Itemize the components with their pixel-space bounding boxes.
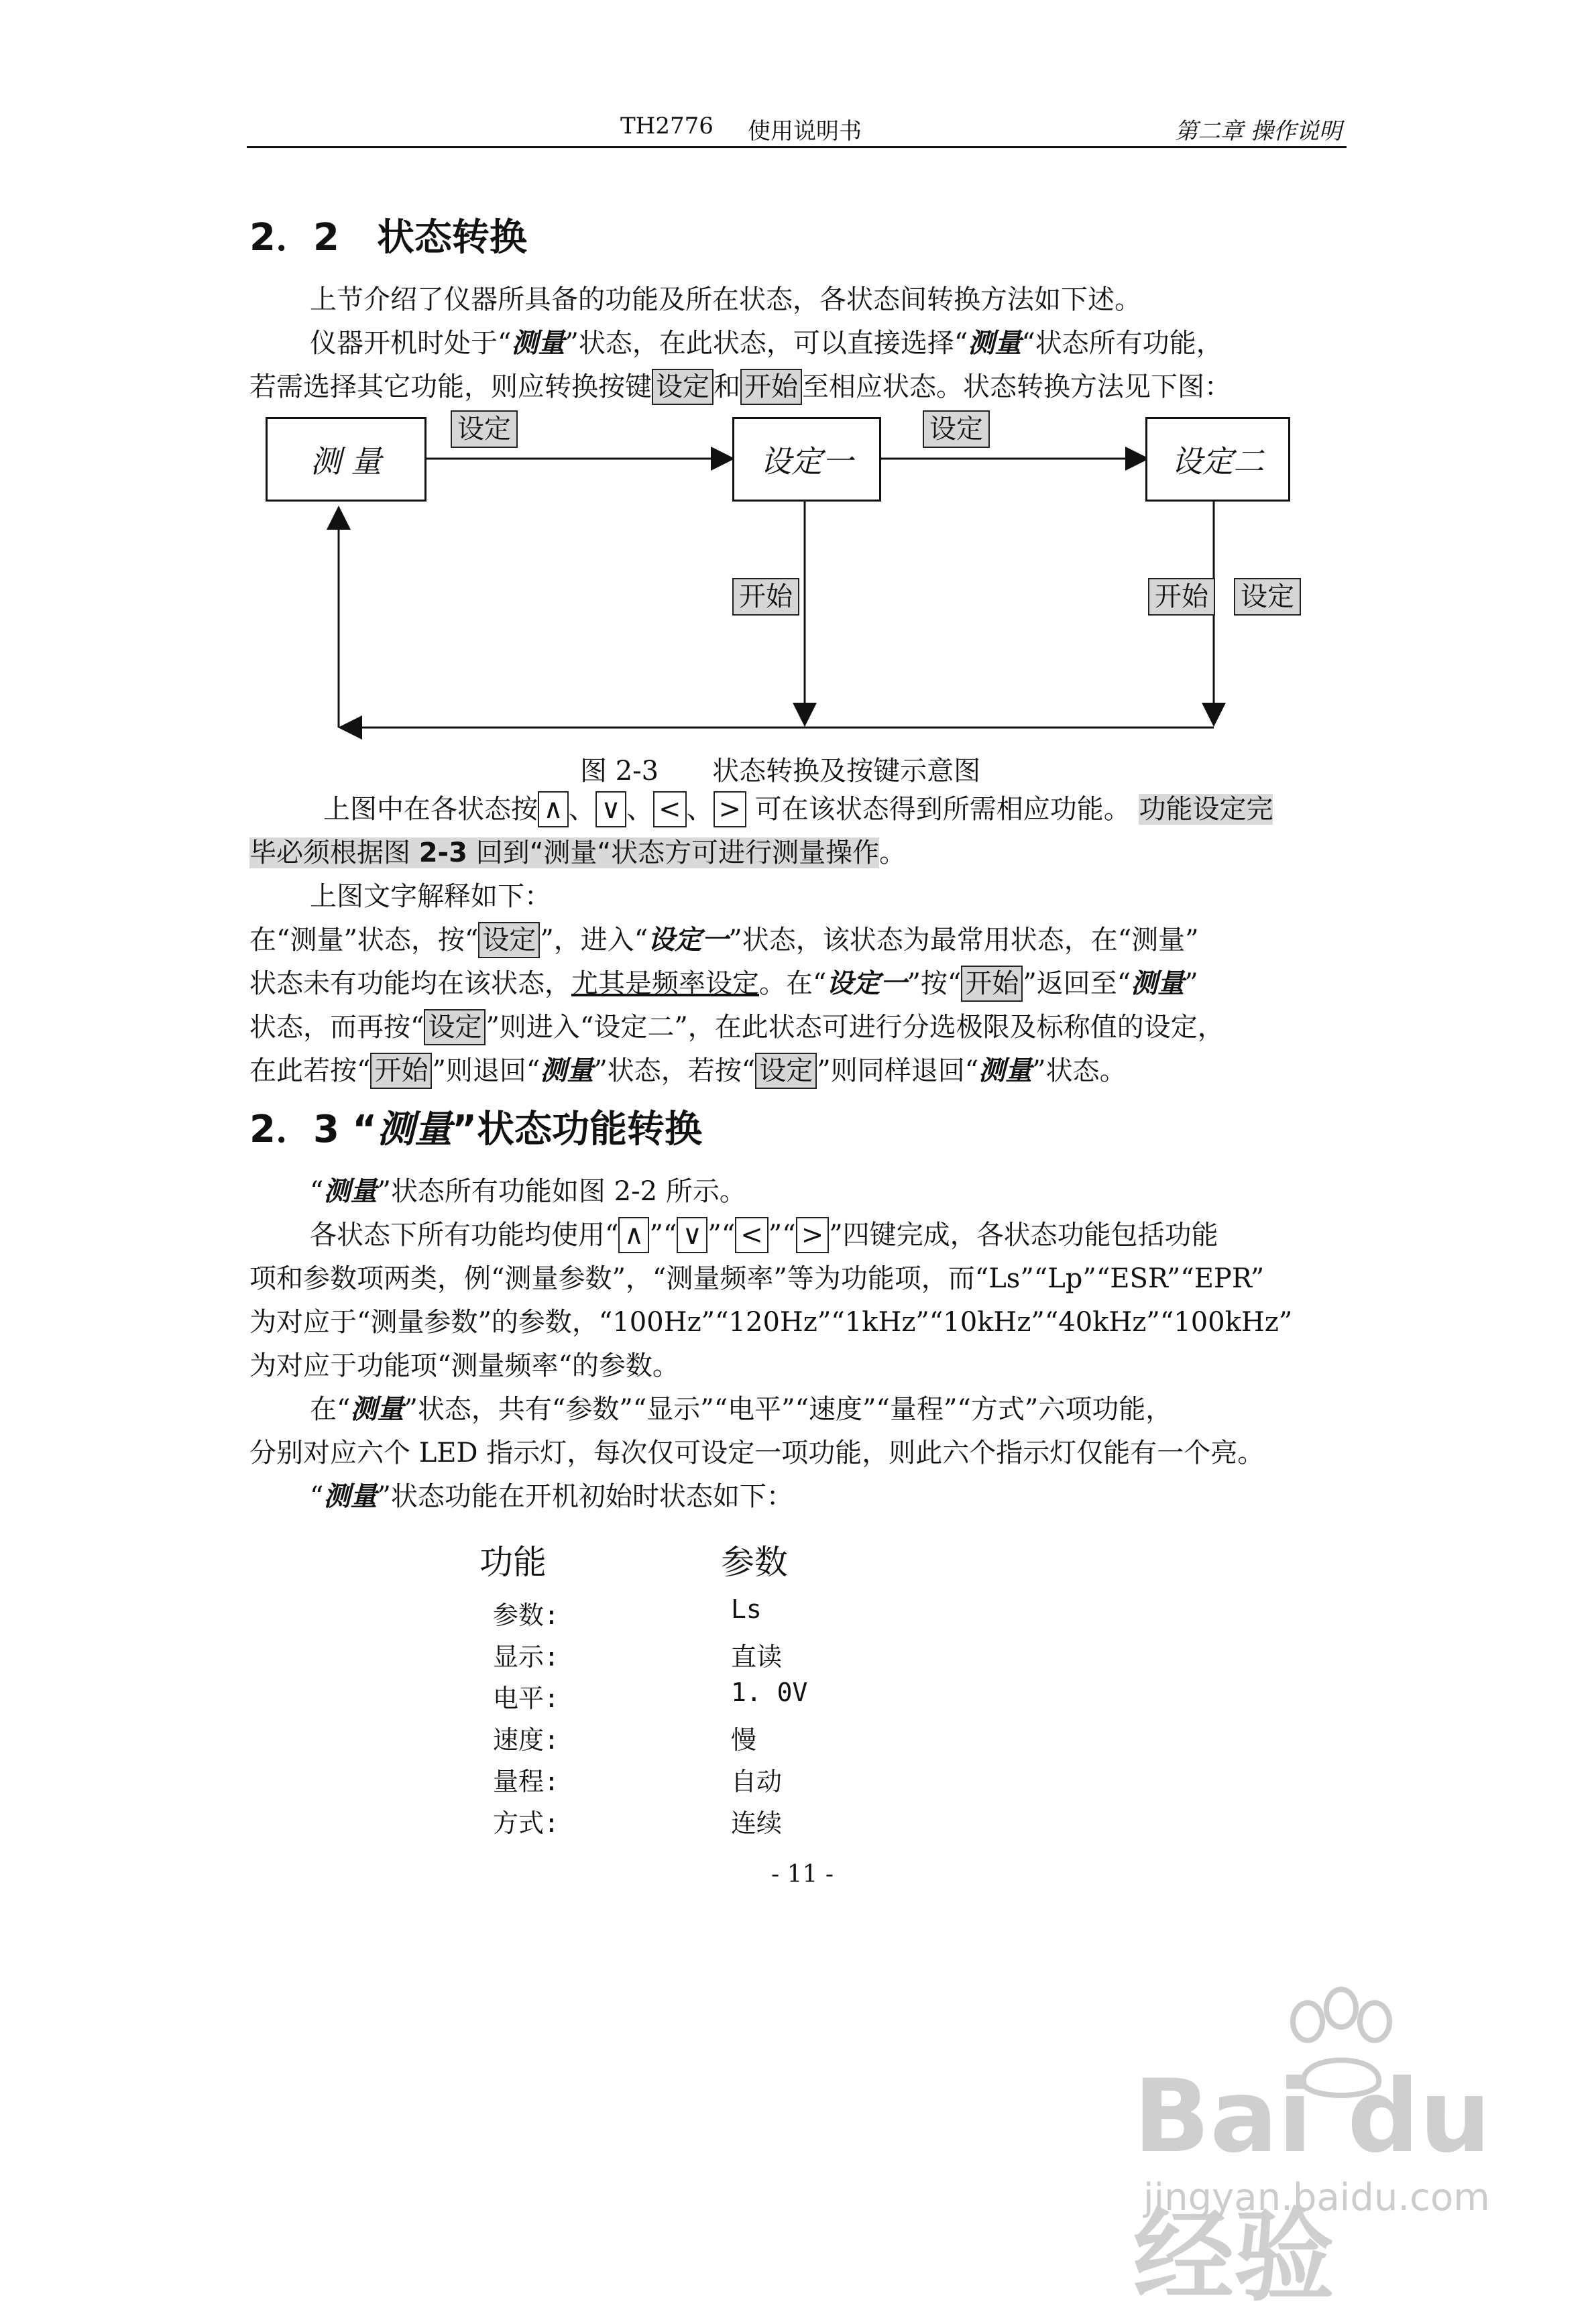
diagram-key-start-2: 开始 [1148, 578, 1215, 616]
keys-paragraph-line-2: 毕必须根据图 2-3 回到“测量“状态方可进行测量操作。 [249, 837, 907, 868]
table-row-func: 速度: [493, 1725, 559, 1755]
section-2-2-para-1: 上节介绍了仪器所具备的功能及所在状态，各状态间转换方法如下述。 [310, 284, 1141, 315]
key-up: ∧ [538, 791, 569, 827]
table-row-param: 直读 [731, 1642, 783, 1672]
page-number: - 11 - [771, 1861, 834, 1888]
key-start: 开始 [740, 369, 802, 405]
table-row-func: 显示: [493, 1642, 559, 1672]
section-2-2-title: 2．2 状态转换 [249, 216, 527, 259]
section-2-3-para-1: “测量”状态所有功能如图 2-2 所示。 [310, 1175, 746, 1207]
table-row-func: 参数: [493, 1601, 559, 1630]
explain-line-4: 在此若按“ 开始 ”则退回“测量”状态，若按“ 设定 ”则同样退回“测量”状态。 [249, 1049, 1322, 1092]
section-2-3-para-5: 为对应于功能项“测量频率“的参数。 [249, 1350, 679, 1381]
state-set2-box: 设定二 [1145, 417, 1290, 502]
section-2-3-para-3: 项和参数项两类，例“测量参数”，“测量频率”等为功能项，而“Ls”“Lp”“ESR”“EPR” [249, 1263, 1265, 1294]
section-2-3-para-7: 分别对应六个 LED 指示灯，每次仅可设定一项功能，则此六个指示灯仅能有一个亮。 [249, 1438, 1265, 1468]
explain-line-2: 状态未有功能均在该状态，尤其是频率设定。在“设定一”按“ 开始 ”返回至“测量” [249, 962, 1322, 1005]
key-left: < [653, 791, 687, 827]
header-model: TH2776 [620, 113, 714, 139]
header-chapter: 第二章 操作说明 [1175, 118, 1342, 145]
explain-line-1: 在“测量”状态，按“ 设定 ”，进入“设定一”状态，该状态为最常用状态，在“测量” [249, 919, 1322, 962]
state-set1-box: 设定一 [732, 417, 881, 502]
table-row-param: 自动 [731, 1767, 783, 1796]
state-measure-box: 测 量 [266, 417, 426, 502]
watermark-url: jingyan.baidu.com [1143, 2176, 1490, 2219]
explain-intro: 上图文字解释如下： [310, 881, 551, 912]
state-diagram [0, 0, 1596, 805]
diagram-key-set-3: 设定 [1234, 578, 1301, 616]
diagram-key-set-1: 设定 [451, 410, 518, 448]
section-2-3-para-8: “测量”状态功能在开机初始时状态如下： [310, 1481, 793, 1512]
table-row-param: 1. 0V [731, 1678, 808, 1707]
key-set: 设定 [652, 369, 714, 405]
table-row-param: 慢 [731, 1725, 757, 1755]
explain-line-3: 状态，而再按“ 设定 ”则进入“设定二”，在此状态可进行分选极限及标称值的设定， [249, 1006, 1322, 1049]
section-2-3-para-6: 在“测量”状态，共有“参数”“显示”“电平”“速度”“量程”“方式”六项功能， [310, 1393, 1173, 1425]
watermark-brand: Bai du 经验 [1133, 2058, 1491, 2315]
keys-paragraph-line-1: 上图中在各状态按 ∧ 、 ∨ 、 < 、 > 可在该状态得到所需相应功能。 功能设定完 [249, 788, 1396, 831]
section-2-2-para-3: 若需选择其它功能，则应转换按键 设定 和 开始 至相应状态。状态转换方法见下图： [249, 365, 1322, 408]
section-2-3-title: 2．3 “测量”状态功能转换 [249, 1108, 703, 1151]
figure-caption: 图 2-3 状态转换及按键示意图 [580, 756, 981, 787]
key-down: ∨ [595, 791, 626, 827]
table-row-func: 方式: [493, 1808, 559, 1838]
table-header-function: 功能 [479, 1543, 547, 1582]
section-2-3-para-4: 为对应于“测量参数”的参数，“100Hz”“120Hz”“1kHz”“10kHz”“40kHz”“100kHz” [249, 1307, 1293, 1338]
table-header-parameter: 参数 [721, 1543, 788, 1582]
diagram-key-start-1: 开始 [732, 578, 799, 616]
header-doc-title: 使用说明书 [748, 118, 862, 145]
table-row-func: 量程: [493, 1767, 559, 1796]
table-row-func: 电平: [493, 1684, 559, 1713]
section-2-2-para-2: 仪器开机时处于“测量”状态，在此状态，可以直接选择“测量“状态所有功能， [310, 327, 1223, 359]
key-right: > [714, 791, 747, 827]
section-2-3-para-2: 各状态下所有功能均使用“ ∧ ”“ ∨ ”“ < ”“ > ”四键完成，各状态功能包括功能 [249, 1214, 1383, 1257]
table-row-param: Ls [731, 1594, 762, 1624]
table-row-param: 连续 [731, 1808, 783, 1838]
diagram-key-set-2: 设定 [923, 410, 990, 448]
